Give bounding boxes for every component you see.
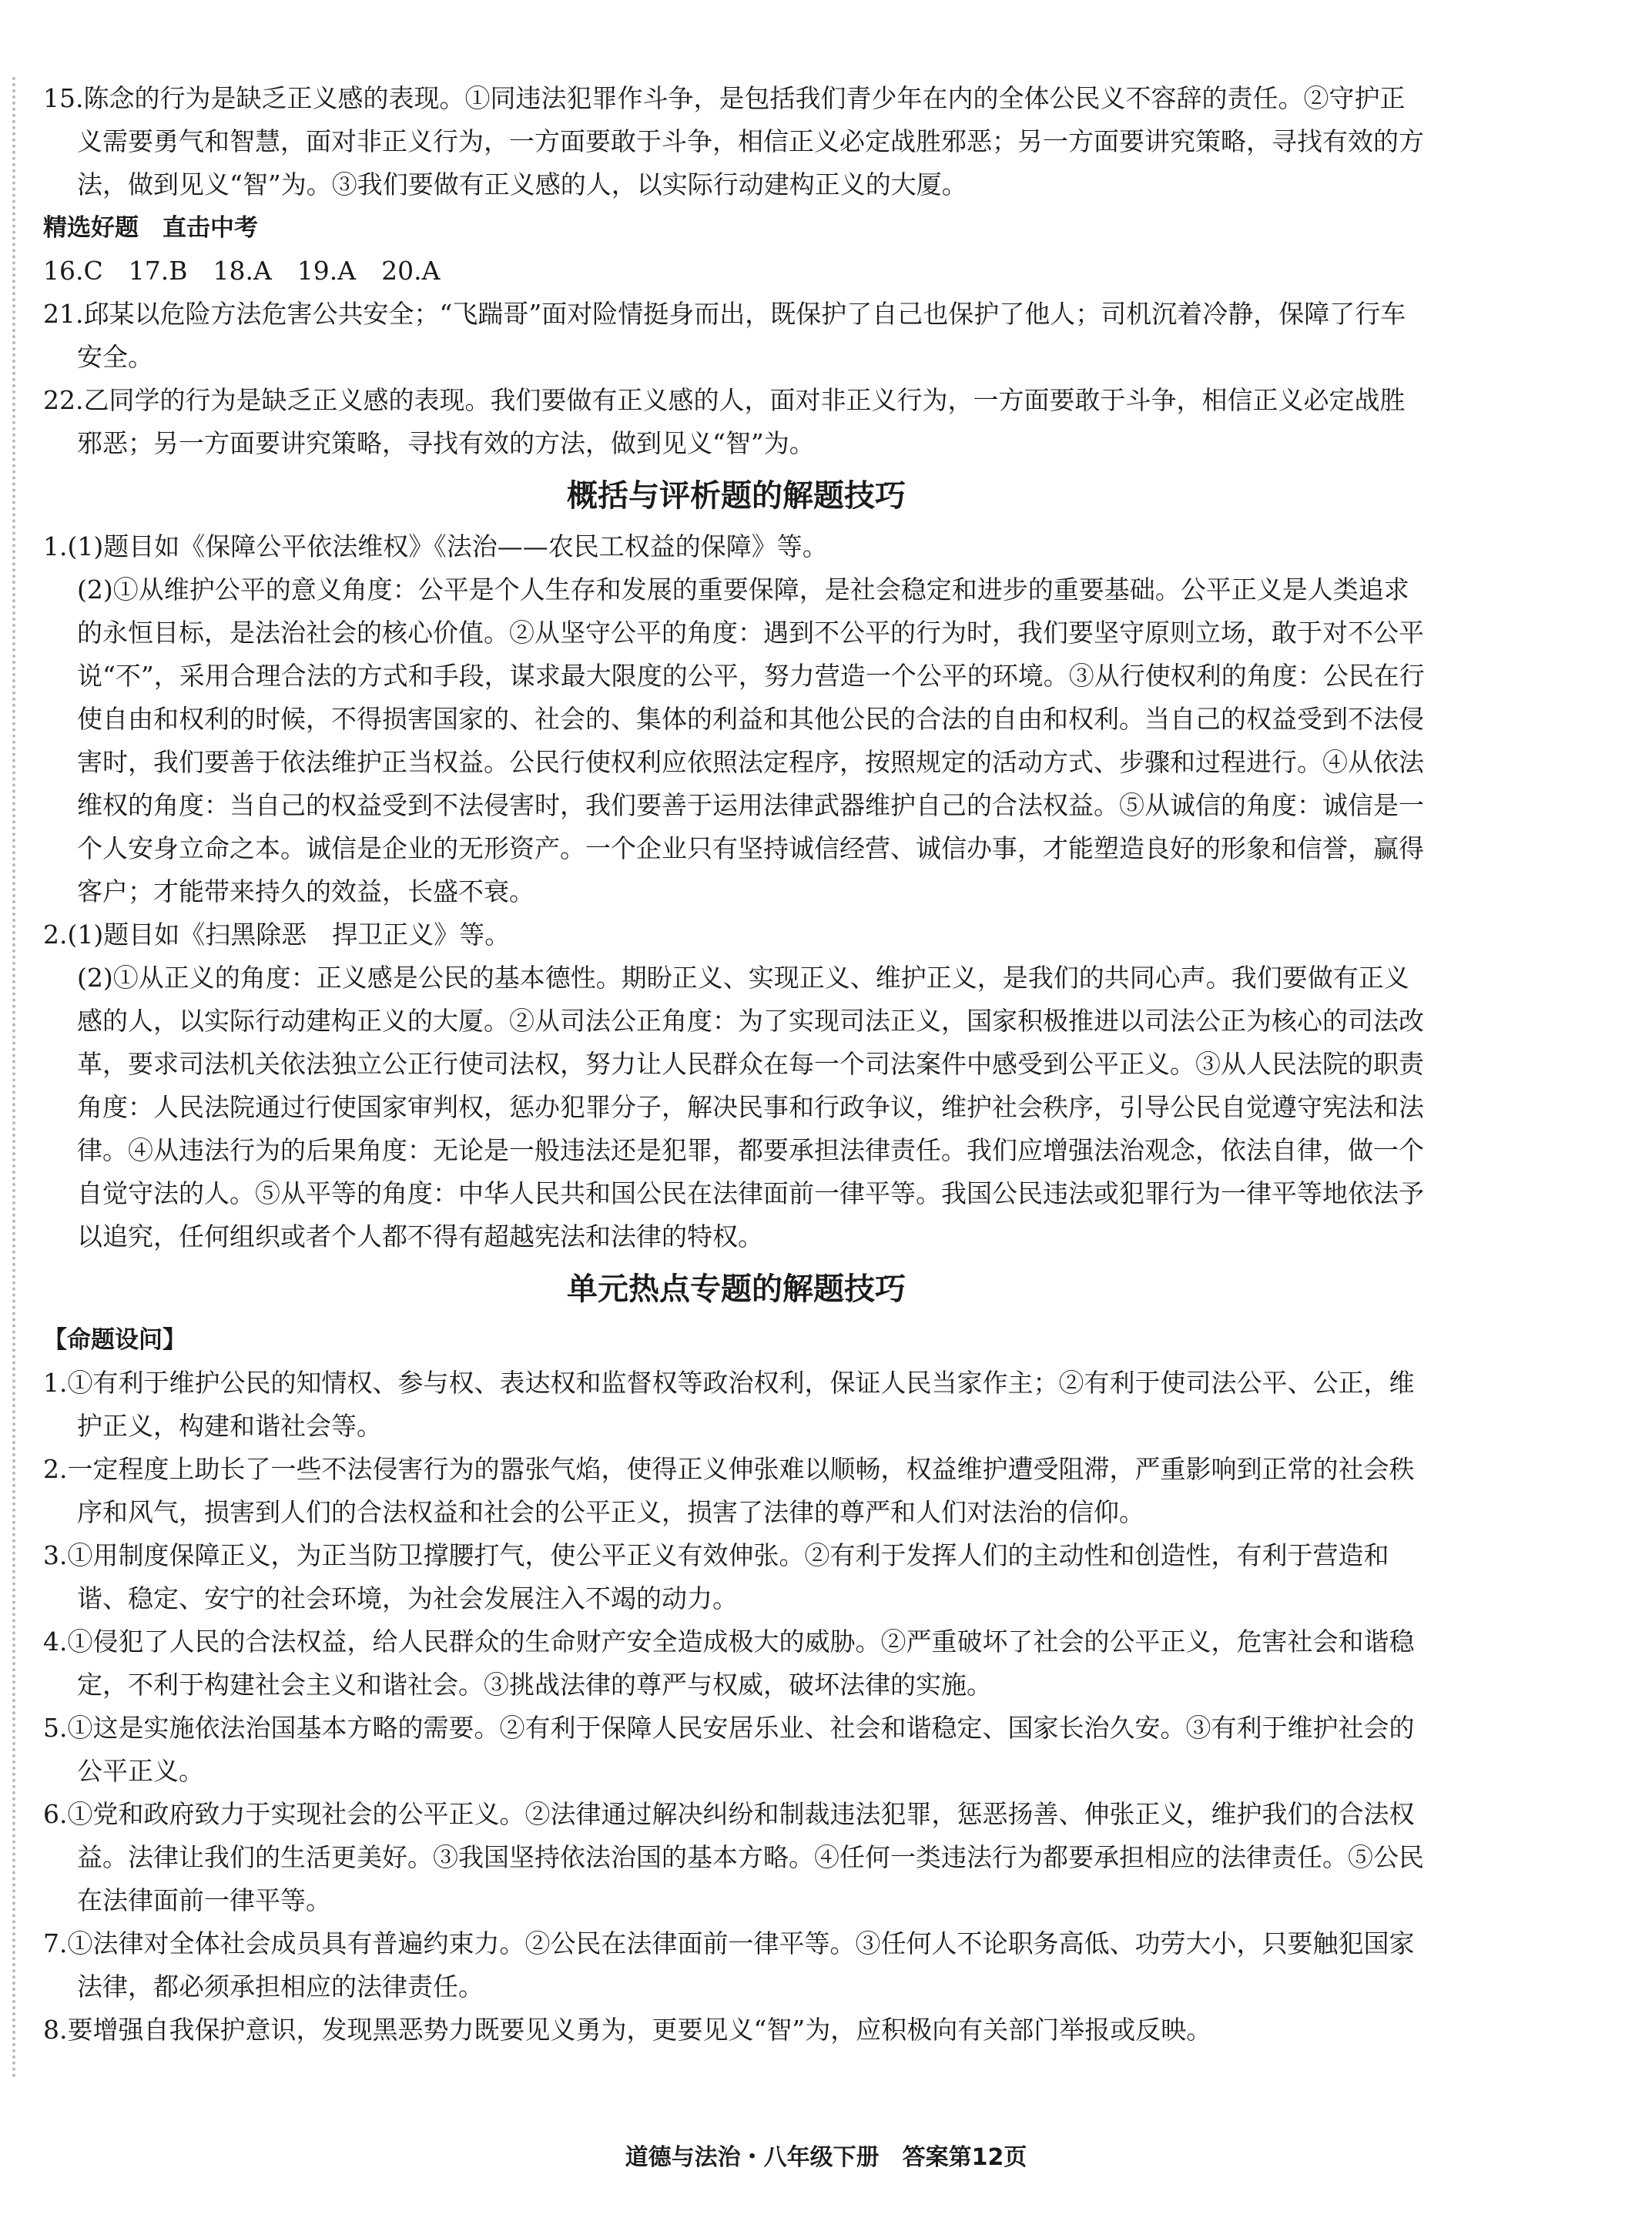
section-label-exam-picks: 精选好题 直击中考 — [43, 214, 258, 242]
answer-s3-item-6: 6.①党和政府致力于实现社会的公平正义。②法律通过解决纠纷和制裁违法犯罪，惩恶扬善、伸张正义，维护我们的合法权益。法律让我们的生活更美好。③我国坚持依法治国的基本方略。④任何一类违法行为都要承担相应的法律责任。⑤公民在法律面前一律平等。 — [43, 1799, 1424, 1915]
answer-s3-item-4: 4.①侵犯了人民的合法权益，给人民群众的生命财产安全造成极大的威胁。②严重破坏了社会的公平正义，危害社会和谐稳定，不利于构建社会主义和谐社会。③挑战法律的尊严与权威，破坏法律的实施。 — [43, 1627, 1415, 1700]
answer-s3-item-1: 1.①有利于维护公民的知情权、参与权、表达权和监督权等政治权利，保证人民当家作主；②有利于使司法公平、公正，维护正义，构建和谐社会等。 — [43, 1368, 1415, 1441]
answer-s3-item-8: 8.要增强自我保护意识，发现黑恶势力既要见义勇为，更要见义“智”为，应积极向有关部门举报或反映。 — [43, 2015, 1212, 2045]
answer-s3-item-2: 2.一定程度上助长了一些不法侵害行为的嚣张气焰，使得正义伸张难以顺畅，权益维护遭受阻滞，严重影响到正常的社会秩序和风气，损害到人们的合法权益和社会的公平正义，损害了法律的尊严和人们对法治的信仰。 — [43, 1454, 1415, 1527]
section-label-question-design: 【命题设问】 — [43, 1326, 186, 1354]
section-heading-summary-evaluation: 概括与评析题的解题技巧 — [567, 478, 906, 514]
answer-q22: 22.乙同学的行为是缺乏正义感的表现。我们要做有正义感的人，面对非正义行为，一方面要敢于斗争，相信正义必定战胜邪恶；另一方面要讲究策略，寻找有效的方法，做到见义“智”为。 — [43, 385, 1406, 458]
answer-s3-item-5: 5.①这是实施依法治国基本方略的需要。②有利于保障人民安居乐业、社会和谐稳定、国家长治久安。③有利于维护社会的公平正义。 — [43, 1713, 1415, 1786]
answer-q15: 15.陈念的行为是缺乏正义感的表现。①同违法犯罪作斗争，是包括我们青少年在内的全体公民义不容辞的责任。②守护正义需要勇气和智慧，面对非正义行为，一方面要敢于斗争，相信正义必定战胜邪恶；另一方面要讲究策略，寻找有效的方法，做到见义“智”为。③我们要做有正义感的人，以实际行动建构正义的大厦。 — [43, 83, 1424, 199]
answer-s3-item-3: 3.①用制度保障正义，为正当防卫撑腰打气，使公平正义有效伸张。②有利于发挥人们的主动性和创造性，有利于营造和谐、稳定、安宁的社会环境，为社会发展注入不竭的动力。 — [43, 1540, 1389, 1613]
answer-mc-16-20: 16.C 17.B 18.A 19.A 20.A — [43, 256, 441, 286]
answer-s2-q1-part2: (2)①从维护公平的意义角度：公平是个人生存和发展的重要保障，是社会稳定和进步的重要基础。公平正义是人类追求的永恒目标，是法治社会的核心价值。②从坚守公平的角度：遇到不公平的行为时，我们要坚守原则立场，敢于对不公平说“不”，采用合理合法的方式和手段，谋求最大限度的公平，努力营造一个公平的环境。③从行使权利的角度：公民在行使自由和权利的时候，不得损害国家的、社会的、集体的利益和其他公民的合法的自由和权利。当自己的权益受到不法侵害时，我们要善于依法维护正当权益。公民行使权利应依照法定程序，按照规定的活动方式、步骤和过程进行。④从依法维权的角度：当自己的权益受到不法侵害时，我们要善于运用法律武器维护自己的合法权益。⑤从诚信的角度：诚信是一个人安身立命之本。诚信是企业的无形资产。一个企业只有坚持诚信经营、诚信办事，才能塑造良好的形象和信誉，赢得客户；才能带来持久的效益，长盛不衰。 — [77, 575, 1425, 906]
answer-s3-item-7: 7.①法律对全体社会成员具有普遍约束力。②公民在法律面前一律平等。③任何人不论职务高低、功劳大小，只要触犯国家法律，都必须承担相应的法律责任。 — [43, 1928, 1415, 2002]
answer-s2-q2-part2: (2)①从正义的角度：正义感是公民的基本德性。期盼正义、实现正义、维护正义，是我们的共同心声。我们要做有正义感的人，以实际行动建构正义的大厦。②从司法公正角度：为了实现司法正义，国家积极推进以司法公正为核心的司法改革，要求司法机关依法独立公正行使司法权，努力让人民群众在每一个司法案件中感受到公平正义。③从人民法院的职责角度：人民法院通过行使国家审判权，惩办犯罪分子，解决民事和行政争议，维护社会秩序，引导公民自觉遵守宪法和法律。④从违法行为的后果角度：无论是一般违法还是犯罪，都要承担法律责任。我们应增强法治观念，依法自律，做一个自觉守法的人。⑤从平等的角度：中华人民共和国公民在法律面前一律平等。我国公民违法或犯罪行为一律平等地依法予以追究，任何组织或者个人都不得有超越宪法和法律的特权。 — [77, 963, 1424, 1251]
binding-dotted-line — [12, 77, 15, 2079]
answer-q21: 21.邱某以危险方法危害公共安全；“飞踹哥”面对险情挺身而出，既保护了自己也保护了他人；司机沉着冷静，保障了行车安全。 — [43, 299, 1406, 372]
section-heading-unit-hot-topics: 单元热点专题的解题技巧 — [567, 1271, 906, 1307]
answer-s2-q2-part1: 2.(1)题目如《扫黑除恶 捍卫正义》等。 — [43, 920, 511, 950]
answer-s2-q1-part1: 1.(1)题目如《保障公平依法维权》《法治——农民工权益的保障》等。 — [43, 531, 828, 561]
answer-content — [43, 77, 1429, 2052]
page-footer: 道德与法治・八年级下册 答案第12页 — [625, 2144, 1027, 2171]
